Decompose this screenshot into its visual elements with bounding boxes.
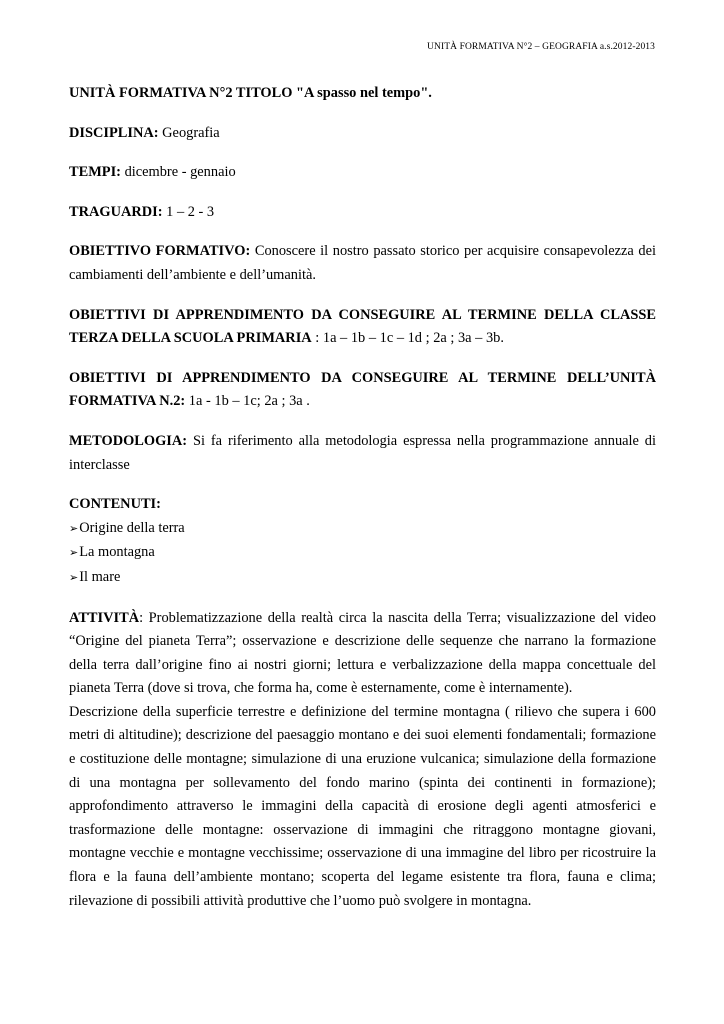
attivita-label: ATTIVITÀ [69, 609, 140, 626]
obiettivi-classe-label: OBIETTIVI DI APPRENDIMENTO DA CONSEGUIRE AL TERMINE DELLA CLASSE TERZA DELLA SCUOLA PRIMARIA [69, 306, 656, 347]
discipline-label: DISCIPLINA: [69, 124, 159, 141]
traguardi-value: 1 – 2 - 3 [162, 203, 215, 220]
discipline-line [69, 122, 656, 146]
tempi-value: dicembre - gennaio [120, 164, 236, 181]
document-body [69, 82, 656, 913]
obiettivi-unita [69, 367, 656, 414]
list-item: ➢Origine della terra [69, 519, 185, 536]
arrow-bullet-icon: ➢ [69, 571, 79, 584]
metodologia-label: METODOLOGIA: [69, 432, 188, 449]
contenuti-label: CONTENUTI: [69, 496, 161, 513]
obiettivi-classe [69, 304, 656, 351]
obiettivi-unita-text: 1a - 1b – 1c; 2a ; 3a . [185, 393, 310, 410]
list-item: ➢Il mare [69, 568, 121, 585]
list-item: ➢La montagna [69, 544, 155, 561]
traguardi-line [69, 201, 656, 225]
running-header: UNITÀ FORMATIVA N°2 – GEOGRAFIA a.s.2012-2013 [427, 42, 655, 52]
obiettivi-unita-label: OBIETTIVI DI APPRENDIMENTO DA CONSEGUIRE AL TERMINE DELL’UNITÀ FORMATIVA N.2: [69, 369, 656, 410]
discipline-value: Geografia [158, 124, 220, 141]
contenuti-list [69, 517, 656, 591]
obiettivo-formativo-text: Conoscere il nostro passato storico per acquisire consapevolezza dei cambiamenti dell’ambiente e dell’umanità. [69, 243, 656, 283]
attivita-text-1: : Problematizzazione della realtà circa la nascita della Terra; visualizzazione del video “Origine del pianeta Terra”; osservazione e descrizione delle sequenze che narrano la formazione della terra dall’origine fino ai nostri giorni; lettura e verbalizzazione della mappa concettuale del pianeta Terra (dove si trova, che forma ha, come è esternamente, come è internamente). [69, 609, 656, 697]
obiettivo-formativo [69, 240, 656, 287]
attivita-paragraph-2: Descrizione della superficie terrestre e definizione del termine montagna ( rilievo che supera i 600 metri di altitudine); descrizione del paesaggio montano e dei suoi elementi fondamentali; formazione e costituzione delle montagne; simulazione di una eruzione vulcanica; simulazione della formazione di una montagna per sollevamento del fondo marino (spinta dei continenti in formazione); approfondimento attraverso le immagini della capacità di erosione degli agenti atmosferici e trasformazione delle montagne: osservazione di immagini che ritraggono montagne giovani, montagne vecchie e montagne vecchissime; osservazione di una immagine del libro per ricostruire la flora e la fauna dell’ambiente montano; scoperta del legame esistente tra flora, fauna e clima; rilevazione di possibili attività produttive che l’uomo può svolgere in montagna. [69, 703, 656, 909]
arrow-bullet-icon: ➢ [69, 522, 79, 535]
arrow-bullet-icon: ➢ [69, 547, 79, 560]
traguardi-label: TRAGUARDI: [69, 203, 163, 220]
unit-title: UNITÀ FORMATIVA N°2 TITOLO "A spasso nel tempo". [69, 85, 432, 101]
metodologia-text: Si fa riferimento alla metodologia espressa nella programmazione annuale di interclasse [69, 432, 656, 473]
obiettivi-classe-text: : 1a – 1b – 1c – 1d ; 2a ; 3a – 3b. [311, 330, 504, 347]
tempi-line [69, 161, 656, 185]
attivita-paragraph-1 [69, 607, 656, 701]
tempi-label: TEMPI: [69, 164, 121, 181]
metodologia [69, 430, 656, 477]
obiettivo-formativo-label: OBIETTIVO FORMATIVO: [69, 243, 251, 260]
